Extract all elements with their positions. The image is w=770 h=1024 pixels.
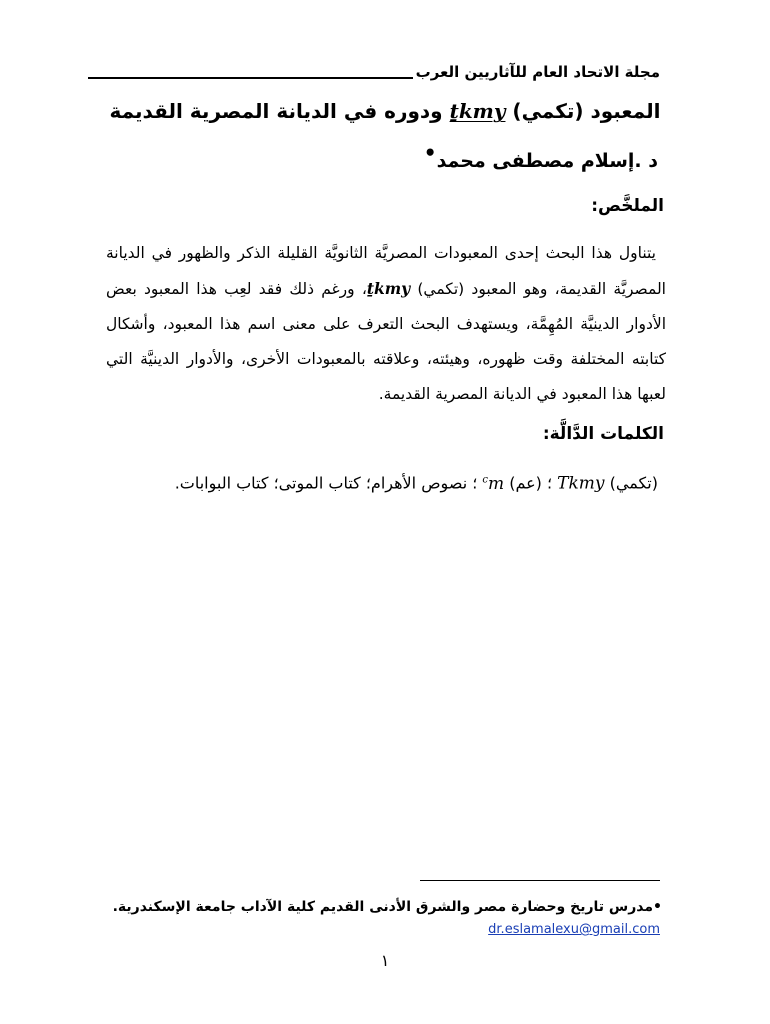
keyword-part: ؛ نصوص الأهرام؛ كتاب الموتى؛ كتاب البوابات. [174, 473, 483, 493]
author-line [423, 140, 658, 174]
keywords-heading: الكلمات الدَّالَّة: [542, 424, 664, 444]
page-number: ١ [380, 951, 390, 970]
author-footnote-marker: • [423, 140, 437, 165]
keyword-part: ؛ (عم) [504, 473, 558, 493]
abstract-latin-name: ṯkmy [366, 279, 411, 298]
abstract-line: وأشكال كتابته المختلفة وقت ظهوره، وهيئته، وعلاقته بالمعبودات الأخرى، والأدوار [106, 315, 666, 368]
header-rule [88, 77, 413, 79]
abstract-line: الديانة المصريَّة القديمة، وهو المعبود (تكمي) [106, 244, 666, 298]
author-email-link[interactable]: dr.eslamalexu@gmail.com [488, 922, 660, 937]
journal-name: مجلة الاتحاد العام للآثاريين العرب [415, 63, 660, 81]
abstract-line: ، ورغم ذلك فقد لعِب هذا المعبود [144, 280, 367, 298]
abstract-line: بعض الأدوار الدينيَّة المُهِمَّة، ويستهدف البحث التعرف على معنى اسم هذا المعبود، [106, 280, 666, 333]
abstract-paragraph [106, 236, 666, 412]
author-name: د .إسلام مصطفى محمد [436, 150, 658, 172]
title-prefix: المعبود (تكمي) [505, 99, 661, 123]
title-suffix: ودوره في الديانة المصرية القديمة [109, 99, 450, 123]
keyword-latin [482, 474, 504, 494]
abstract-heading: الملخَّص: [591, 196, 664, 216]
keyword-superscript: c [482, 474, 489, 485]
title-latin-name: ṯkmy [449, 99, 506, 123]
abstract-line: الدينيَّة التي لعبها هذا المعبود في الديانة المصرية القديمة. [106, 350, 666, 403]
running-header [88, 60, 660, 82]
author-footnote: •مدرس تاريخ وحضارة مصر والشرق الأدنى القديم كلية الآداب جامعة الإسكندرية. [112, 899, 662, 915]
keywords-line [175, 466, 658, 498]
keyword-part: (تكمي) [604, 473, 658, 493]
article-title [100, 96, 670, 126]
abstract-body [106, 236, 666, 412]
abstract-line: يتناول هذا البحث إحدى المعبودات المصريَّة الثانويَّة القليلة الذكر والظهور في [151, 244, 656, 262]
keyword-latin: Tkmy [557, 473, 605, 494]
keyword-latin-m: m [488, 473, 505, 494]
footnote-separator [420, 880, 660, 881]
